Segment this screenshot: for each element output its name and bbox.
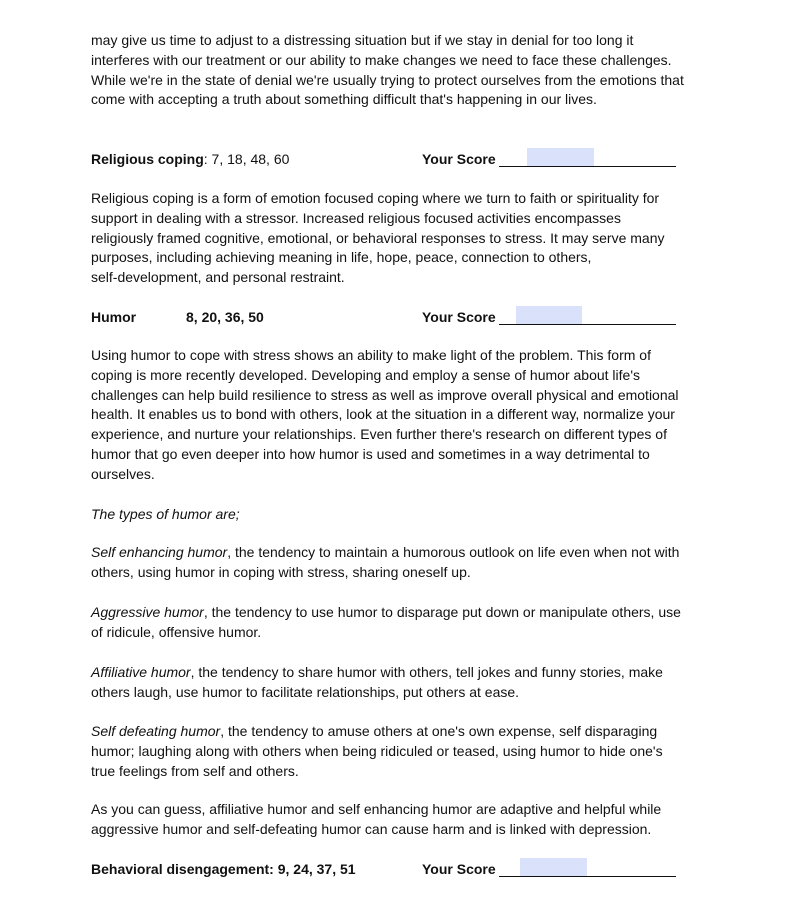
humor-type-name: Self enhancing humor	[91, 544, 228, 560]
humor-line: experience, and nurture your relationships. Even further there's research on different types of	[91, 426, 667, 443]
humor-types-intro: The types of humor are;	[91, 506, 240, 522]
humor-type-self-defeating	[91, 722, 711, 781]
humor-type-text: others, using humor in coping with stress, sharing oneself up.	[91, 563, 471, 580]
humor-type-text: true feelings from self and others.	[91, 762, 299, 779]
humor-conclusion	[91, 800, 711, 840]
humor-score-underline	[499, 324, 676, 325]
religious-line: religiously framed cognitive, emotional, or behavioral responses to stress. It may serve many	[91, 229, 665, 246]
humor-score-input[interactable]	[516, 306, 582, 324]
conclusion-line: aggressive humor and self-defeating humor can cause harm and is linked with depression.	[91, 820, 652, 837]
humor-line: coping is more recently developed. Developing and employ a sense of humor about life's	[91, 366, 640, 383]
humor-type-text: , the tendency to share humor with others, tell jokes and funny stories, make	[190, 664, 663, 680]
humor-items: 8, 20, 36, 50	[186, 309, 264, 325]
behavioral-score-underline	[499, 876, 676, 877]
humor-type-name: Affiliative humor	[91, 664, 191, 680]
intro-line: may give us time to adjust to a distressing situation but if we stay in denial for too long it	[91, 32, 634, 48]
religious-coping-title: Religious coping	[91, 151, 204, 167]
humor-type-text: others laugh, use humor to facilitate relationships, put others at ease.	[91, 683, 520, 700]
religious-score-label: Your Score	[422, 151, 496, 167]
behavioral-score-input[interactable]	[520, 858, 587, 876]
humor-type-text: , the tendency to amuse others at one's own expense, self disparaging	[220, 723, 658, 739]
humor-description	[91, 346, 711, 485]
humor-type-name: Aggressive humor	[91, 604, 204, 620]
religious-line: self-development, and personal restraint.	[91, 269, 345, 286]
religious-coping-items: : 7, 18, 48, 60	[203, 151, 290, 167]
humor-line: humor that go even deeper into how humor is used and sometimes in a way detrimental to	[91, 445, 650, 462]
humor-score-label: Your Score	[422, 309, 496, 325]
behavioral-items: : 9, 24, 37, 51	[269, 861, 356, 877]
humor-type-affiliative	[91, 663, 711, 703]
religious-coping-description	[91, 189, 711, 288]
humor-line: ourselves.	[91, 465, 155, 482]
religious-line: purposes, including achieving meaning in life, hope, peace, connection to others,	[91, 249, 592, 266]
humor-line: challenges can help build resilience to stress as well as improve overall physical and emotional	[91, 386, 679, 403]
humor-type-text: of ridicule, offensive humor.	[91, 623, 262, 640]
behavioral-title: Behavioral disengagement	[91, 861, 270, 877]
humor-type-self-enhancing	[91, 543, 711, 583]
humor-title: Humor	[91, 309, 137, 325]
behavioral-score-label: Your Score	[422, 861, 496, 877]
intro-line: come with accepting a truth about something difficult that's happening in our lives.	[91, 91, 597, 108]
humor-type-text: humor; laughing along with others when being ridiculed or teased, using humor to hide one's	[91, 742, 663, 759]
humor-type-name: Self defeating humor	[91, 723, 221, 739]
intro-paragraph	[91, 31, 711, 110]
religious-line: support in dealing with a stressor. Increased religious focused activities encompasses	[91, 209, 621, 226]
humor-line: health. It enables us to bond with others, look at the situation in a different way, normalize your	[91, 406, 675, 423]
humor-type-text: , the tendency to use humor to disparage put down or manipulate others, use	[203, 604, 681, 620]
humor-type-aggressive	[91, 603, 711, 643]
religious-score-input[interactable]	[527, 148, 594, 166]
religious-score-underline	[499, 166, 676, 167]
religious-line: Religious coping is a form of emotion focused coping where we turn to faith or spirituality for	[91, 190, 660, 206]
intro-line: While we're in the state of denial we're usually trying to protect ourselves from the emotions that	[91, 71, 684, 88]
humor-line: Using humor to cope with stress shows an ability to make light of the problem. This form of	[91, 347, 651, 363]
humor-type-text: , the tendency to maintain a humorous outlook on life even when not with	[227, 544, 680, 560]
intro-line: interferes with our treatment or our ability to make changes we need to face these challenges.	[91, 51, 672, 68]
conclusion-line: As you can guess, affiliative humor and self enhancing humor are adaptive and helpful while	[91, 801, 662, 817]
